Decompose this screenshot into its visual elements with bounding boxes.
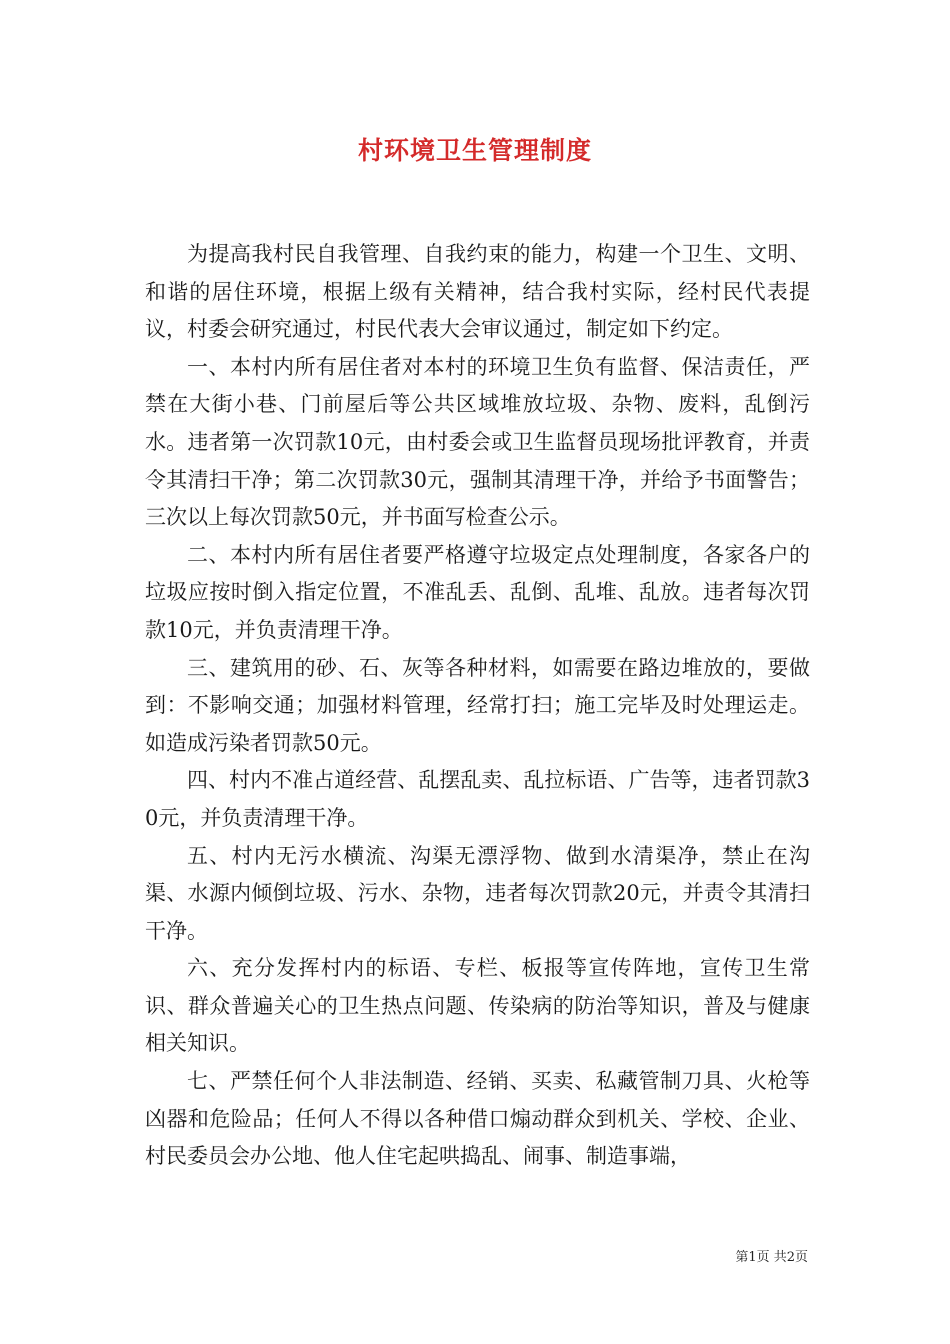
paragraph-article-6: 六、充分发挥村内的标语、专栏、板报等宣传阵地，宣传卫生常识、群众普遍关心的卫生热点问题、传染病的防治等知识，普及与健康相关知识。 — [145, 956, 810, 1056]
paragraph-intro: 为提高我村民自我管理、自我约束的能力，构建一个卫生、文明、和谐的居住环境，根据上级有关精神，结合我村实际，经村民代表提议，村委会研究通过，村民代表大会审议通过，制定如下约定。 — [145, 242, 810, 342]
page-number-footer: 第1页 共2页 — [735, 1250, 808, 1265]
paragraph-article-5: 五、村内无污水横流、沟渠无漂浮物、做到水清渠净，禁止在沟渠、水源内倾倒垃圾、污水、杂物，违者每次罚款20元，并责令其清扫干净。 — [145, 843, 810, 943]
paragraph-article-2: 二、本村内所有居住者要严格遵守垃圾定点处理制度，各家各户的垃圾应按时倒入指定位置，不准乱丢、乱倒、乱堆、乱放。违者每次罚款10元，并负责清理干净。 — [145, 542, 810, 642]
paragraph-article-3: 三、建筑用的砂、石、灰等各种材料，如需要在路边堆放的，要做到：不影响交通；加强材料管理，经常打扫；施工完毕及时处理运走。如造成污染者罚款50元。 — [145, 655, 810, 755]
paragraph-article-7: 七、严禁任何个人非法制造、经销、买卖、私藏管制刀具、火枪等凶器和危险品；任何人不得以各种借口煽动群众到机关、学校、企业、村民委员会办公地、他人住宅起哄捣乱、闹事、制造事端， — [145, 1069, 810, 1169]
document-body — [145, 236, 810, 1176]
paragraph-article-1: 一、本村内所有居住者对本村的环境卫生负有监督、保洁责任，严禁在大街小巷、门前屋后等公共区域堆放垃圾、杂物、废料，乱倒污水。违者第一次罚款10元，由村委会或卫生监督员现场批评教育，并责令其清扫干净；第二次罚款30元，强制其清理干净，并给予书面警告；三次以上每次罚款50元，并书面写检查公示。 — [145, 354, 810, 530]
paragraph-article-4: 四、村内不准占道经营、乱摆乱卖、乱拉标语、广告等，违者罚款30元，并负责清理干净。 — [145, 768, 810, 830]
document-title: 村环境卫生管理制度 — [357, 136, 592, 165]
